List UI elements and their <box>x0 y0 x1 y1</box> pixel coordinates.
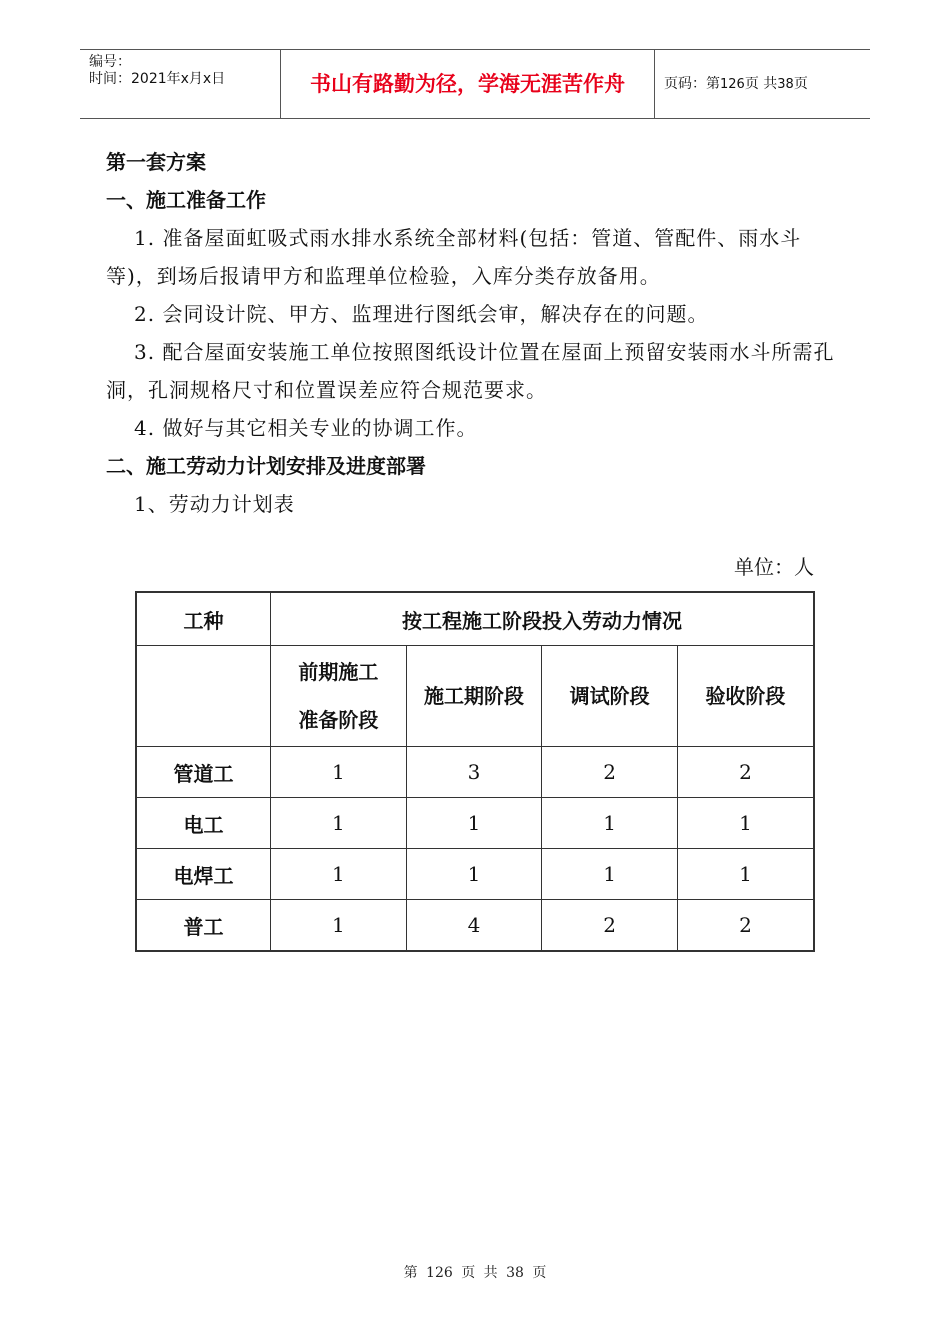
value-cell: 1 <box>271 900 407 952</box>
plan-title: 第一套方案 <box>106 150 206 174</box>
value-cell: 1 <box>542 798 678 849</box>
col-header-group: 按工程施工阶段投入劳动力情况 <box>271 592 814 646</box>
prep-item-3: 3. 配合屋面安装施工单位按照图纸设计位置在屋面上预留安装雨水斗所需孔洞，孔洞规格尺寸和位置误差应符合规范要求。 <box>106 340 835 402</box>
header-meta <box>80 50 281 118</box>
empty-cell <box>136 646 271 747</box>
col-header-type: 工种 <box>136 592 271 646</box>
value-cell: 1 <box>406 849 542 900</box>
value-cell: 4 <box>406 900 542 952</box>
table-row <box>136 849 814 900</box>
page-prefix: 页码：第 <box>664 76 720 92</box>
value-cell: 2 <box>542 747 678 798</box>
value-cell: 2 <box>677 900 814 952</box>
worker-type-cell: 管道工 <box>136 747 271 798</box>
table-row <box>136 798 814 849</box>
phase-header: 前期施工准备阶段 <box>271 646 407 747</box>
document-number-label: 编号： <box>89 54 131 70</box>
document-body <box>106 143 851 523</box>
value-cell: 1 <box>271 798 407 849</box>
table-header-row <box>136 592 814 646</box>
value-cell: 1 <box>677 849 814 900</box>
unit-label: 单位：人 <box>734 555 814 579</box>
section-1-title: 一、施工准备工作 <box>106 188 266 212</box>
page-total: 38 <box>777 77 794 92</box>
section-2-title: 二、施工劳动力计划安排及进度部署 <box>106 454 426 478</box>
value-cell: 3 <box>406 747 542 798</box>
value-cell: 2 <box>542 900 678 952</box>
header-page-info <box>655 50 870 118</box>
table-row <box>136 900 814 952</box>
value-cell: 1 <box>271 849 407 900</box>
value-cell: 2 <box>677 747 814 798</box>
page-number: 126 <box>720 77 745 92</box>
value-cell: 1 <box>542 849 678 900</box>
worker-type-cell: 普工 <box>136 900 271 952</box>
prep-item-1: 1. 准备屋面虹吸式雨水排水系统全部材料(包括：管道、管配件、雨水斗等)，到场后报请甲方和监理单位检验，入库分类存放备用。 <box>106 226 802 288</box>
worker-type-cell: 电工 <box>136 798 271 849</box>
page-mid: 页 共 <box>744 76 778 92</box>
phase-header: 调试阶段 <box>542 646 678 747</box>
prep-item-4: 4. 做好与其它相关专业的协调工作。 <box>134 416 478 440</box>
labor-table-caption: 1、劳动力计划表 <box>134 492 295 516</box>
page-suffix: 页 <box>793 76 808 92</box>
document-time-label: 时间：2021年x月x日 <box>89 71 226 87</box>
value-cell: 1 <box>271 747 407 798</box>
table-phase-row <box>136 646 814 747</box>
value-cell: 1 <box>677 798 814 849</box>
phase-header: 施工期阶段 <box>406 646 542 747</box>
labor-plan-table <box>135 591 815 952</box>
worker-type-cell: 电焊工 <box>136 849 271 900</box>
phase-header: 验收阶段 <box>677 646 814 747</box>
table-row <box>136 747 814 798</box>
value-cell: 1 <box>406 798 542 849</box>
page-header <box>80 49 870 119</box>
page-footer: 第 126 页 共 38 页 <box>403 1265 547 1281</box>
prep-item-2: 2. 会同设计院、甲方、监理进行图纸会审，解决存在的问题。 <box>134 302 709 326</box>
header-motto: 书山有路勤为径，学海无涯苦作舟 <box>281 50 655 118</box>
